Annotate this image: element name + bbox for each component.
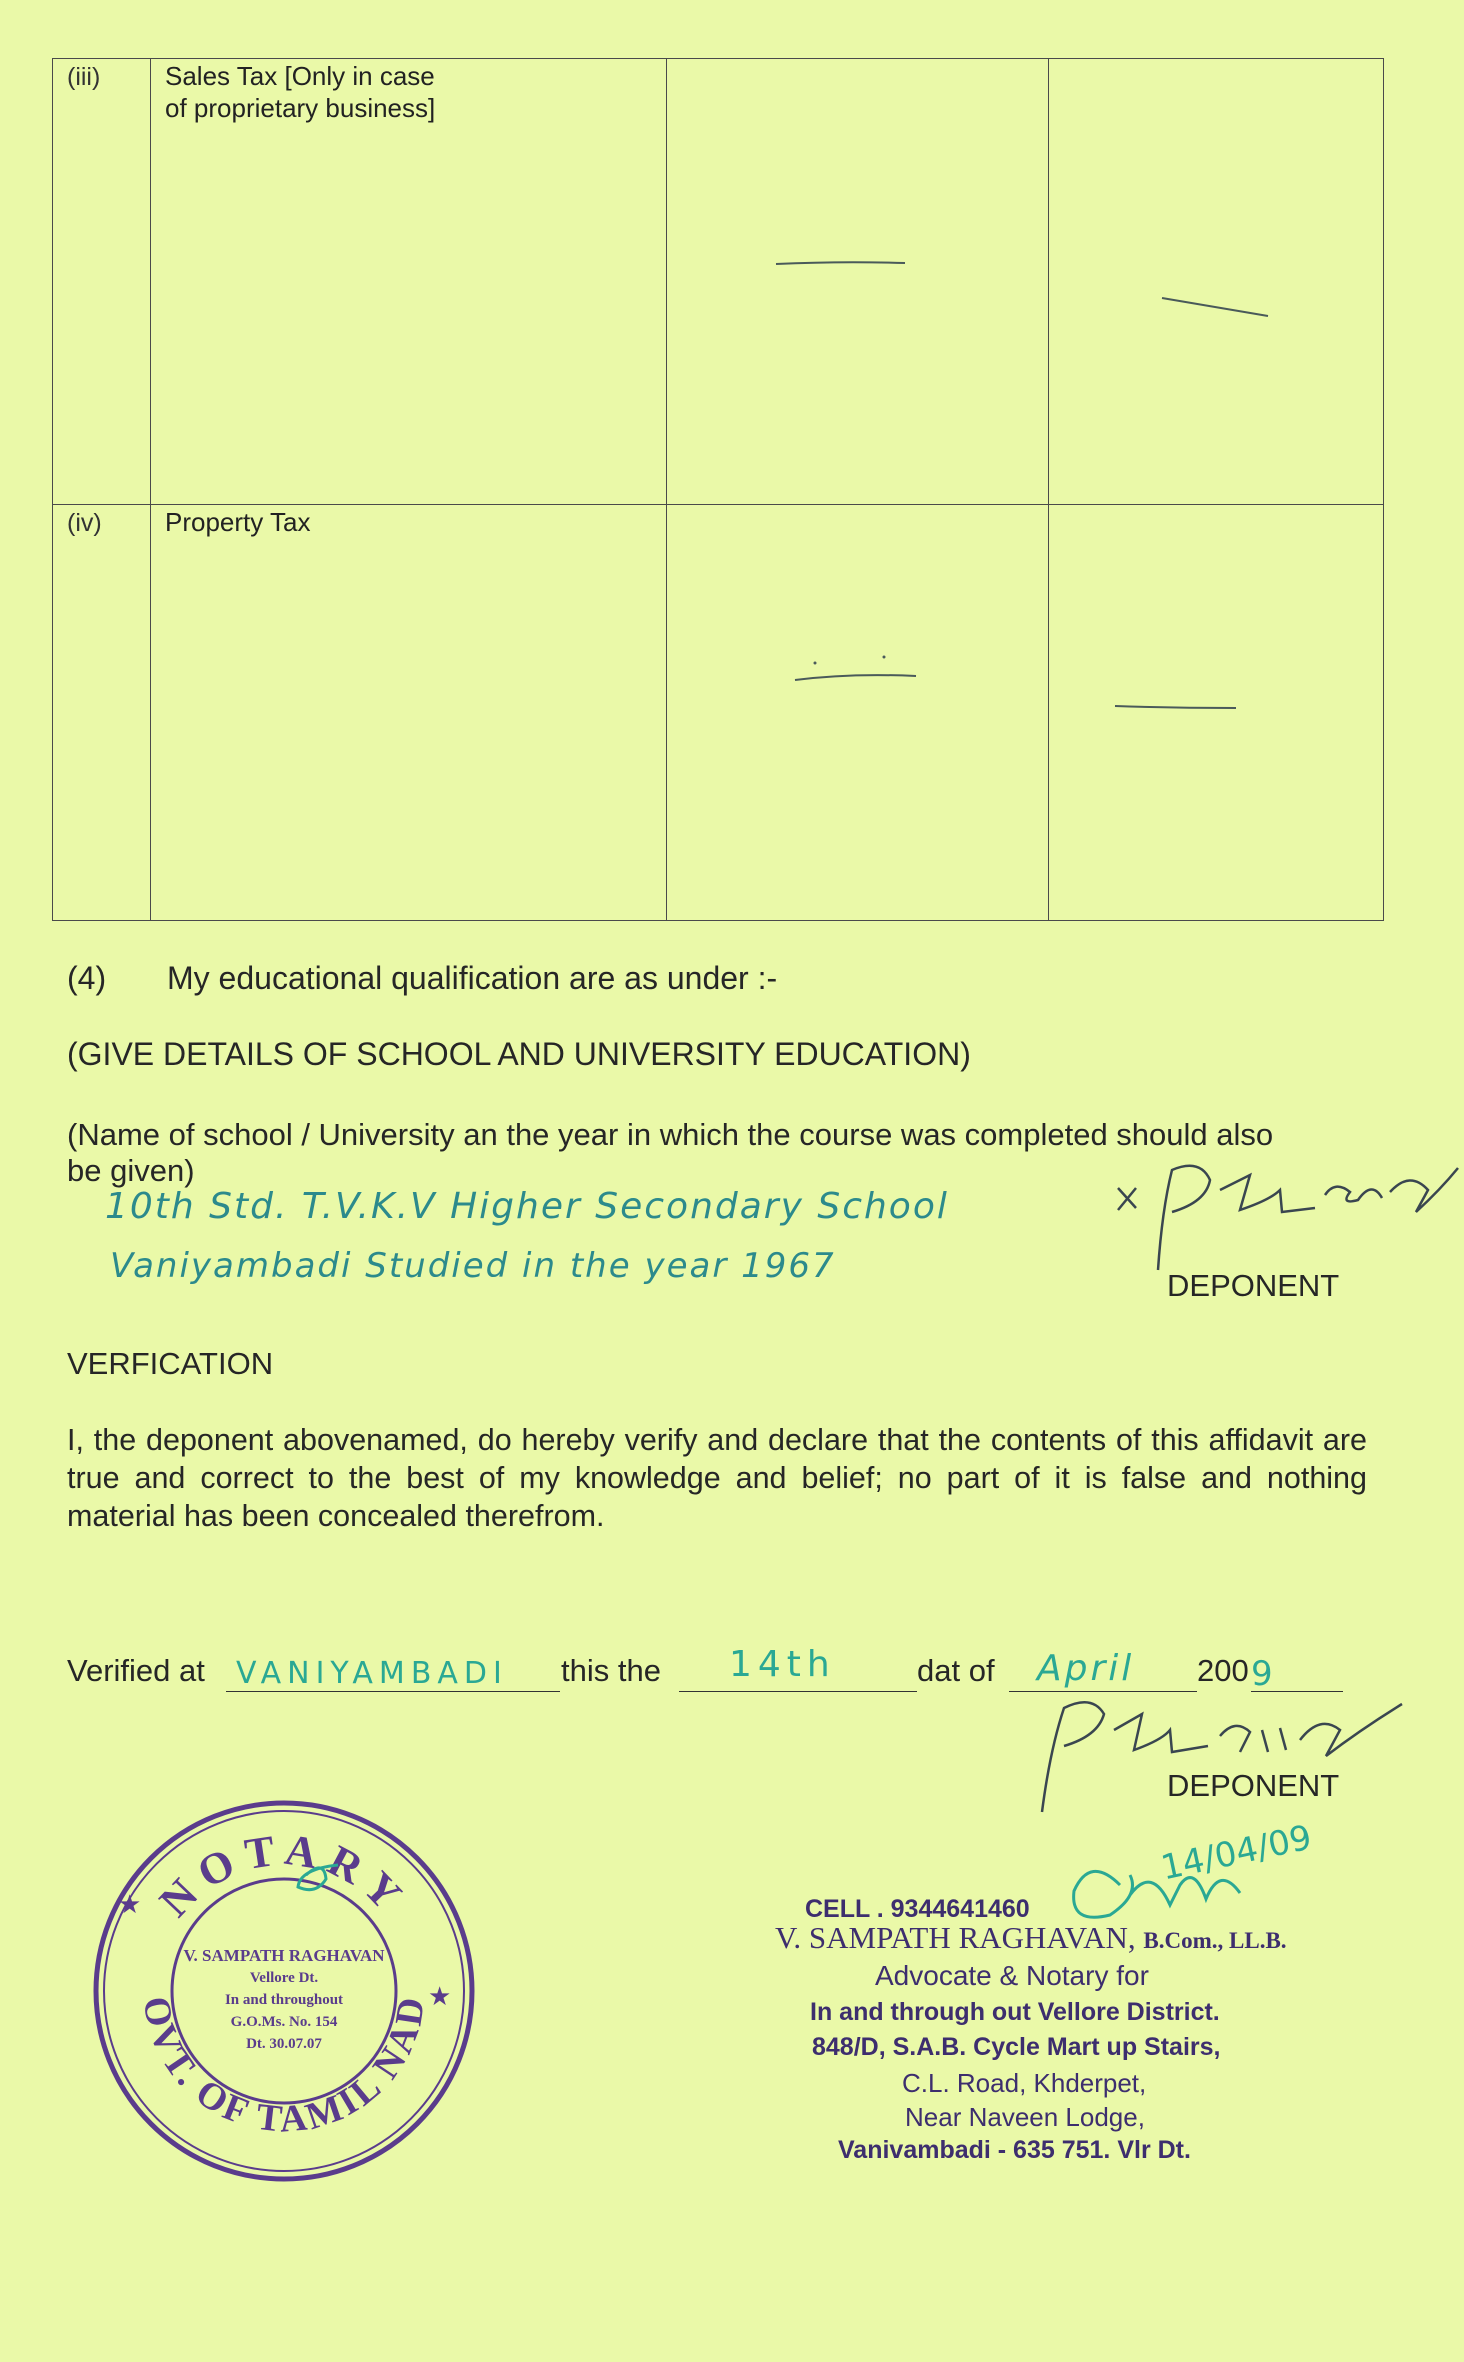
handwritten-education: Vaniyambadi Studied in the year 1967 xyxy=(110,1246,836,1286)
month-field xyxy=(1009,1648,1197,1692)
place-field xyxy=(226,1658,560,1692)
row-label-line: of proprietary business] xyxy=(165,93,436,123)
deponent-signature xyxy=(1110,1150,1464,1280)
seal-inner-line: G.O.Ms. No. 154 xyxy=(230,2014,338,2030)
seal-inner-line: Vellore Dt. xyxy=(249,1970,319,1986)
verification-text: I, the deponent abovenamed, do hereby verify and declare that the contents of this affidavit are true and correct to the best of my knowledge and belief; no part of it is false and nothing material has been concealed therefrom. xyxy=(67,1423,1367,1533)
place-handwritten: VANIYAMBADI xyxy=(236,1656,508,1691)
handwritten-education: 10th Std. T.V.K.V Higher Secondary School xyxy=(105,1186,949,1227)
notary-cell: CELL . 9344641460 xyxy=(805,1895,1030,1923)
day-handwritten: 14th xyxy=(729,1644,836,1685)
row-number: (iv) xyxy=(53,505,151,921)
year-handwritten: 9 xyxy=(1251,1654,1273,1694)
verification-title: VERFICATION xyxy=(67,1346,274,1381)
dat-of-label: dat of xyxy=(917,1653,995,1688)
day-field xyxy=(679,1644,917,1692)
year-field xyxy=(1251,1654,1343,1694)
section-text: My educational qualification are as under :- xyxy=(167,960,778,996)
notary-area: In and through out Vellore District. xyxy=(810,1998,1220,2026)
seal-inner-text xyxy=(158,1945,410,2055)
notary-signature-date: 14/04/09 xyxy=(1157,1817,1316,1889)
this-the-label: this the xyxy=(561,1653,661,1688)
seal-inner-line: V. SAMPATH RAGHAVAN xyxy=(183,1946,385,1965)
notary-address: 848/D, S.A.B. Cycle Mart up Stairs, xyxy=(812,2033,1221,2061)
instruction-line: be given) xyxy=(67,1153,195,1188)
notary-name-text: V. SAMPATH RAGHAVAN, xyxy=(775,1920,1136,1955)
seal-bottom-text: OVT. OF TAMIL NAD xyxy=(134,1992,434,2141)
year-prefix: 200 xyxy=(1197,1653,1249,1688)
notary-name xyxy=(775,1920,1287,1956)
month-handwritten: April xyxy=(1037,1648,1135,1689)
deponent-label: DEPONENT xyxy=(1167,1768,1340,1803)
notary-address: Near Naveen Lodge, xyxy=(905,2102,1145,2132)
star-icon: ★ xyxy=(118,1889,142,1919)
svg-text:NOTARY xyxy=(150,1825,418,1926)
deponent-label: DEPONENT xyxy=(1167,1268,1340,1303)
notary-title: Advocate & Notary for xyxy=(875,1960,1149,1991)
star-icon: ★ xyxy=(428,1981,452,2011)
notary-address: Vanivambadi - 635 751. Vlr Dt. xyxy=(838,2136,1191,2164)
notary-seal xyxy=(88,1795,480,2187)
verified-at-label: Verified at xyxy=(67,1653,205,1688)
row-number: (iii) xyxy=(53,59,151,505)
seal-top-text: NOTARY xyxy=(150,1824,418,1927)
seal-inner-line: Dt. 30.07.07 xyxy=(246,2036,322,2052)
row-label-line: Sales Tax [Only in case xyxy=(165,61,435,91)
section-heading: (GIVE DETAILS OF SCHOOL AND UNIVERSITY EDUCATION) xyxy=(67,1036,971,1072)
instruction-line: (Name of school / University an the year in which the course was completed should also xyxy=(67,1117,1274,1152)
notary-degree: B.Com., LL.B. xyxy=(1143,1928,1287,1953)
handwritten-dashes xyxy=(0,0,1464,960)
section-number: (4) xyxy=(67,960,107,996)
row-label-line: Property Tax xyxy=(165,507,311,537)
notary-address: C.L. Road, Khderpet, xyxy=(902,2068,1147,2098)
seal-inner-line: In and throughout xyxy=(224,1992,344,2008)
